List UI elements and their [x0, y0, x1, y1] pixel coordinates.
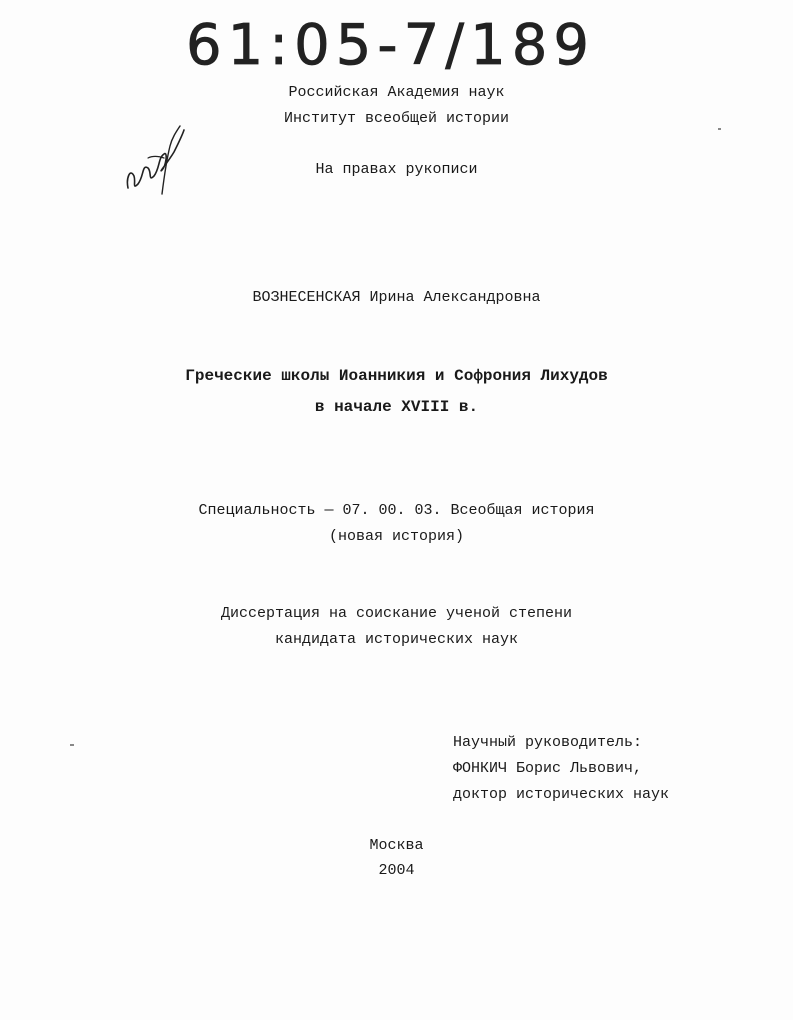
year: 2004 [378, 862, 415, 879]
institution-line-2: Институт всеобщей истории [283, 110, 510, 127]
city: Москва [369, 837, 424, 854]
advisor-rank: доктор исторических наук [453, 786, 670, 803]
manuscript-note: На правах рукописи [315, 161, 478, 178]
advisor-name: ФОНКИЧ Борис Львович, [453, 760, 643, 777]
specialty-line-2: (новая история) [328, 528, 465, 545]
institution-line-1: Российская Академия наук [288, 84, 505, 101]
scan-speck [718, 128, 721, 130]
degree-line-2: кандидата исторических наук [274, 631, 519, 648]
thesis-title-line-1: Греческие школы Иоанникия и Софрония Лихудов [185, 367, 608, 385]
handwritten-signature [118, 118, 190, 200]
handwritten-shelfmark [180, 6, 595, 78]
author-name: ВОЗНЕСЕНСКАЯ Ирина Александровна [252, 289, 541, 306]
specialty-line-1: Специальность — 07. 00. 03. Всеобщая история [198, 502, 595, 519]
thesis-title-line-2: в начале XVIII в. [314, 398, 479, 416]
advisor-label: Научный руководитель: [453, 734, 643, 751]
scan-speck [70, 744, 74, 746]
shelfmark-text: 61:05-7/189 [186, 13, 595, 78]
degree-line-1: Диссертация на соискание ученой степени [220, 605, 573, 622]
